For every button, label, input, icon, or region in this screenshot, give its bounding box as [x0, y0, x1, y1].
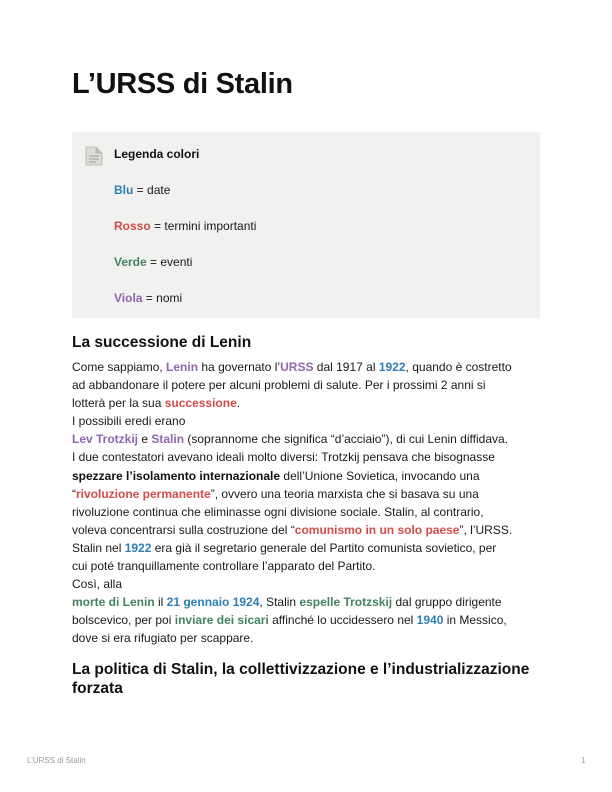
- text-segment: lotterà per la sua: [72, 396, 165, 411]
- text-line: [72, 412, 542, 430]
- text-segment: dal 1917 al: [313, 360, 379, 374]
- page-title: L’URSS di Stalin: [72, 68, 293, 100]
- highlighted-term: URSS: [280, 360, 314, 374]
- text-segment: voleva concentrarsi sulla costruzione del “: [72, 522, 295, 537]
- text-segment: I possibili eredi erano: [72, 414, 186, 429]
- legend-item-viola: [114, 291, 182, 305]
- text-segment: ha governato l’: [198, 360, 281, 374]
- text-line: [72, 394, 542, 412]
- footer-page-number: 1: [581, 756, 586, 765]
- footer-doc-title: L’URSS di Stalin: [27, 756, 86, 765]
- highlighted-term: Stalin: [151, 432, 185, 447]
- highlighted-term: morte di Lenin: [72, 595, 155, 610]
- highlighted-term: comunismo in un solo paese: [294, 522, 460, 537]
- text-segment: ”, ovvero una teoria marxista che si basava su una: [210, 486, 479, 501]
- highlighted-term: Lev Trotzkij: [72, 432, 139, 447]
- text-segment: “: [72, 486, 76, 501]
- text-line: [72, 358, 542, 376]
- text-segment: era già il segretario generale del Partito comunista sovietico, per: [151, 540, 497, 555]
- legend-color-name: Blu: [114, 183, 134, 197]
- text-line: [72, 448, 542, 466]
- text-line: [72, 503, 542, 521]
- highlighted-term: successione: [164, 396, 237, 411]
- legend-callout: [72, 132, 540, 318]
- text-segment: ad abbandonare il potere per alcuni problemi di salute. Per i prossimi 2 anni si: [72, 378, 486, 393]
- highlighted-term: 1922: [378, 360, 406, 374]
- legend-title: Legenda colori: [114, 147, 200, 161]
- text-segment: , quando è costretto: [405, 360, 512, 374]
- section-heading-succession: La successione di Lenin: [72, 334, 252, 351]
- highlighted-term: espelle Trotzskij: [299, 595, 393, 610]
- text-line: [72, 557, 542, 575]
- legend-desc: = nomi: [142, 291, 183, 305]
- text-segment: ”, l’URSS.: [459, 522, 513, 537]
- legend-color-name: Verde: [114, 255, 147, 269]
- text-segment: affinché lo uccidessero nel: [268, 613, 417, 628]
- highlighted-term: 1922: [124, 540, 152, 555]
- text-segment: in Messico,: [443, 613, 507, 628]
- text-line: [72, 467, 542, 485]
- text-segment: rivoluzione continua che eliminasse ogni divisione sociale. Stalin, al contrario,: [72, 504, 484, 519]
- highlighted-term: spezzare l’isolamento internazionale: [72, 468, 281, 483]
- text-line: [72, 376, 542, 394]
- text-segment: il: [154, 595, 167, 610]
- text-segment: dal gruppo dirigente: [392, 595, 502, 610]
- legend-desc: = eventi: [146, 255, 193, 269]
- text-segment: I due contestatori avevano ideali molto diversi: Trotzkij pensava che bisognasse: [72, 450, 495, 465]
- text-segment: Come sappiamo,: [72, 360, 167, 374]
- text-segment: (soprannome che significa “d’acciaio”), di cui Lenin diffidava.: [184, 432, 508, 447]
- legend-color-name: Rosso: [114, 219, 151, 233]
- section-heading-politics: [72, 660, 529, 698]
- text-segment: cui poté tranquillamente controllare l’apparato del Partito.: [72, 559, 376, 574]
- text-line: [72, 521, 542, 539]
- text-line: [72, 593, 542, 611]
- highlighted-term: 1940: [416, 613, 444, 628]
- document-icon: [85, 146, 103, 166]
- text-segment: Così, alla: [72, 577, 123, 592]
- highlighted-term: 21 gennaio 1924: [166, 595, 260, 610]
- section-body-succession: [72, 358, 542, 648]
- legend-color-name: Viola: [114, 291, 143, 305]
- text-line: [72, 430, 542, 448]
- legend-desc: = date: [133, 183, 171, 197]
- text-segment: bolscevico, per poi: [72, 613, 175, 628]
- legend-desc: = termini importanti: [150, 219, 257, 233]
- text-segment: Stalin nel: [72, 540, 125, 555]
- text-line: [72, 611, 542, 629]
- legend-item-verde: [114, 255, 192, 269]
- heading-line: forzata: [72, 680, 123, 697]
- highlighted-term: rivoluzione permanente: [76, 486, 211, 501]
- heading-line: La politica di Stalin, la collettivizzazione e l’industrializzazione: [72, 661, 530, 678]
- legend-item-blu: [114, 183, 170, 197]
- text-line: [72, 485, 542, 503]
- text-segment: , Stalin: [259, 595, 300, 610]
- highlighted-term: inviare dei sicari: [174, 613, 269, 628]
- text-line: [72, 539, 542, 557]
- text-segment: dove si era rifugiato per scappare.: [72, 631, 254, 646]
- highlighted-term: Lenin: [166, 360, 199, 374]
- text-line: [72, 629, 542, 647]
- text-line: [72, 575, 542, 593]
- text-segment: .: [236, 396, 241, 411]
- legend-item-rosso: [114, 219, 256, 233]
- text-segment: e: [138, 432, 152, 447]
- text-segment: dell’Unione Sovietica, invocando una: [280, 468, 480, 483]
